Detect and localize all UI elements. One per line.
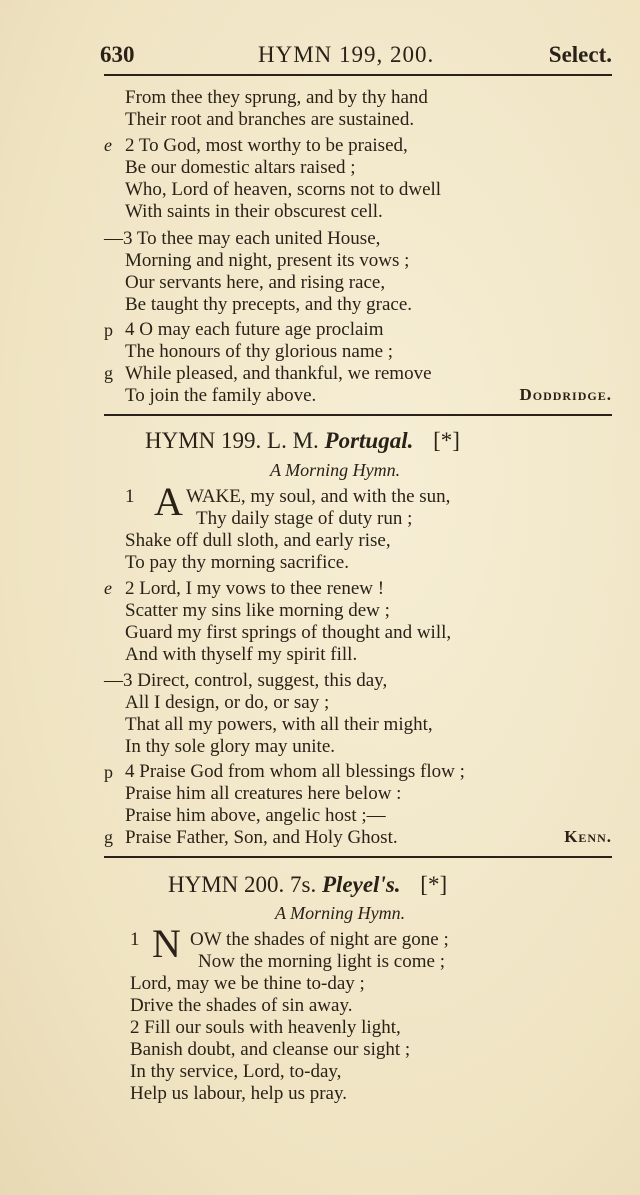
verse-line: OW the shades of night are gone ; [190, 929, 449, 950]
hymn-heading: HYMN 200. 7s. [168, 872, 317, 897]
verse-line: Praise him above, angelic host ;— [125, 805, 386, 826]
verse-line: Praise Father, Son, and Holy Ghost. [125, 827, 398, 848]
dynamic-mark: g [104, 363, 113, 383]
dynamic-mark: e [104, 135, 112, 155]
verse-number: 1 [125, 486, 135, 507]
tune-name: Pleyel's. [321, 872, 401, 897]
verse-line: —3 To thee may each united House, [104, 228, 381, 249]
verse-line: The honours of thy glorious name ; [125, 341, 394, 362]
hymn-star: [*] [420, 872, 448, 897]
author-attribution: Doddridge. [519, 385, 612, 404]
section-rule [104, 856, 612, 858]
verse-line: While pleased, and thankful, we remove [125, 363, 432, 384]
verse-line: To join the family above. [125, 385, 317, 406]
verse-line: In thy sole glory may unite. [125, 736, 336, 757]
verse-line: With saints in their obscurest cell. [125, 201, 383, 222]
hymn-subtitle: A Morning Hymn. [270, 460, 401, 480]
drop-cap: A [154, 479, 183, 524]
verse-line: Praise him all creatures here below : [125, 783, 402, 804]
author-attribution: Kenn. [564, 827, 612, 846]
hymn-star: [*] [433, 428, 460, 453]
verse-line: And with thyself my spirit fill. [125, 644, 358, 665]
dynamic-mark: p [104, 762, 113, 782]
verse-line: Guard my first springs of thought and will, [125, 622, 452, 643]
verse-line: Drive the shades of sin away. [130, 995, 353, 1016]
verse-number: 1 [130, 929, 140, 950]
tune-name: Portugal. [324, 428, 414, 453]
verse-line: Banish doubt, and cleanse our sight ; [130, 1039, 411, 1060]
verse-line: —3 Direct, control, suggest, this day, [104, 670, 388, 691]
running-header [100, 42, 612, 72]
dynamic-mark: e [104, 578, 112, 598]
verse-line: Now the morning light is come ; [198, 951, 445, 972]
hymn-199-title [145, 428, 460, 454]
verse-line: That all my powers, with all their might, [125, 714, 433, 735]
verse-line: 2 To God, most worthy to be praised, [125, 135, 408, 156]
dynamic-mark: p [104, 320, 113, 340]
verse-line: 4 O may each future age proclaim [125, 319, 384, 340]
section-rule [104, 414, 612, 416]
hymn-subtitle: A Morning Hymn. [275, 903, 406, 923]
verse-line: Lord, may we be thine to-day ; [130, 973, 365, 994]
verse-line: 2 Fill our souls with heavenly light, [130, 1017, 401, 1038]
hymn-200-title [168, 872, 447, 898]
verse-line: All I design, or do, or say ; [125, 692, 330, 713]
verse-line: Our servants here, and rising race, [125, 272, 386, 293]
verse-line: 4 Praise God from whom all blessings flow ; [125, 761, 465, 782]
header-rule [104, 74, 612, 76]
verse-line: To pay thy morning sacrifice. [125, 552, 349, 573]
dynamic-mark: g [104, 827, 113, 847]
hymn-heading: HYMN 199. L. M. [145, 428, 319, 453]
verse-line: Who, Lord of heaven, scorns not to dwell [125, 179, 442, 200]
section-label: Select. [548, 42, 612, 67]
verse-line: Be taught thy precepts, and thy grace. [125, 294, 413, 315]
verse-line: Shake off dull sloth, and early rise, [125, 530, 391, 551]
verse-line: Their root and branches are sustained. [125, 109, 415, 130]
verse-line: Help us labour, help us pray. [130, 1083, 347, 1104]
verse-line: In thy service, Lord, to-day, [130, 1061, 342, 1082]
page-number: 630 [100, 42, 135, 67]
verse-line: Thy daily stage of duty run ; [196, 508, 413, 529]
verse-line: 2 Lord, I my vows to thee renew ! [125, 578, 385, 599]
verse-line: From thee they sprung, and by thy hand [125, 87, 428, 108]
verse-line: WAKE, my soul, and with the sun, [186, 486, 451, 507]
verse-line: Morning and night, present its vows ; [125, 250, 410, 271]
verse-line: Be our domestic altars raised ; [125, 157, 356, 178]
drop-cap: N [152, 921, 181, 966]
running-title: HYMN 199, 200. [258, 42, 435, 67]
verse-line: Scatter my sins like morning dew ; [125, 600, 390, 621]
